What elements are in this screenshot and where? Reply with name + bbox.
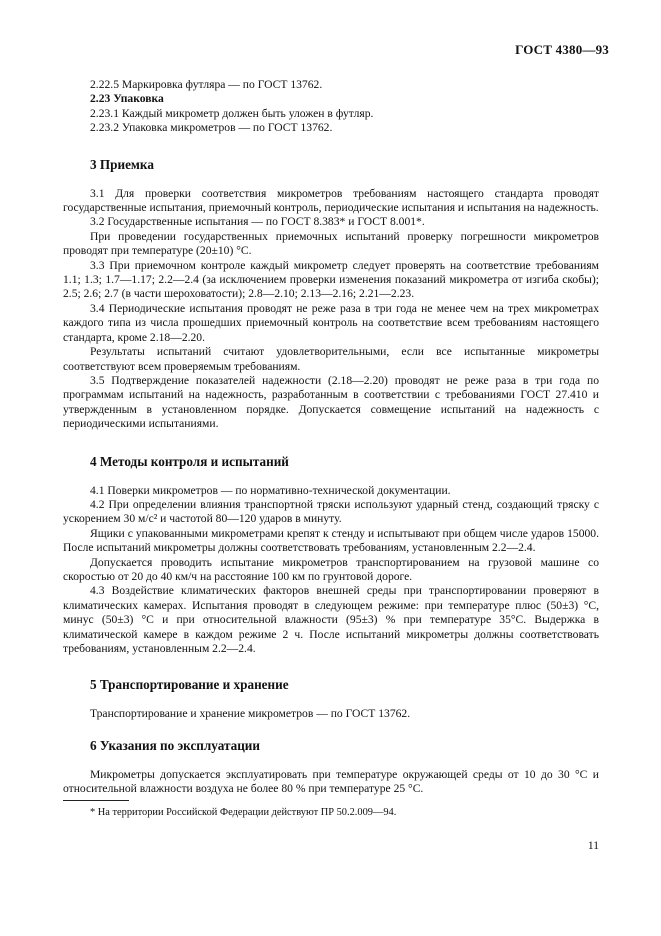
section-5-text: Транспортирование и хранение микрометров — по ГОСТ 13762. (90, 707, 411, 721)
section-4-title: 4 Методы контроля и испытаний (90, 453, 289, 469)
clause-3-3: 3.3 При приемочном контроле каждый микрометр следует проверять на соответствие требованиям 1.1; 1.3; 1.7—1.17; 2.2—2.4 (за исключением проверки изменения показаний микрометра от изгиба скобы); 2.5; 2.6; 2.7 (в части шероховатости); 2.8—2.10; 2.13—2.16; 2.21—2.23. (63, 258, 599, 301)
clause-3-2-continued: При проведении государственных приемочных испытаний проверку погрешности микрометров проводят при температуре (20±10) °С. (63, 229, 599, 258)
footnote-divider (63, 800, 129, 801)
clause-3-2: 3.2 Государственные испытания — по ГОСТ 8.383* и ГОСТ 8.001*. (90, 215, 425, 229)
clause-3-5: 3.5 Подтверждение показателей надежности (2.18—2.20) проводят не реже раза в три года по программам испытаний на надежность, разработанным в соответствии с требованиями ГОСТ 27.410 и утвержденным в установленном порядке. Допускается совмещение испытаний на надежность с периодическими испытаниями. (63, 373, 599, 431)
clause-2-22-5: 2.22.5 Маркировка футляра — по ГОСТ 13762. (90, 78, 323, 91)
clause-2-23-2: 2.23.2 Упаковка микрометров — по ГОСТ 13762. (90, 121, 333, 135)
page-content (63, 78, 599, 797)
clause-3-4-continued: Результаты испытаний считают удовлетворительными, если все испытанные микрометры соответствуют всем проверяемым требованиям. (63, 345, 599, 373)
clause-2-23-heading: 2.23 Упаковка (90, 92, 164, 106)
clause-3-4: 3.4 Периодические испытания проводят не реже раза в три года не менее чем на трех микрометрах каждого типа из числа прошедших приемочный контроль на соответствие всем требованиям настоящего стандарта, кроме 2.18—2.20. (63, 301, 599, 344)
section-3-title: 3 Приемка (90, 156, 154, 172)
standard-code-header: ГОСТ 4380—93 (515, 42, 609, 57)
clause-4-2: 4.2 При определении влияния транспортной тряски используют ударный стенд, создающий тряску с ускорением 30 м/с² и частотой 80—120 ударов в минуту. (63, 497, 599, 526)
clause-4-1: 4.1 Поверки микрометров — по нормативно-технической документации. (90, 483, 451, 497)
clause-4-2-continued: Ящики с упакованными микрометрами крепят к стенду и испытывают при общем числе ударов 15000. После испытаний микрометры должны соответствовать требованиям, установленным 2.2—2.4. (63, 526, 599, 555)
clause-2-23-1: 2.23.1 Каждый микрометр должен быть уложен в футляр. (90, 106, 374, 120)
section-6-text: Микрометры допускается эксплуатировать при температуре окружающей среды от 10 до 30 °С и относительной влажности воздуха не более 80 % при температуре 25 °С. (63, 767, 599, 796)
footnote: * На территории Российской Федерации действуют ПР 50.2.009—94. (90, 807, 397, 818)
clause-4-2-transport: Допускается проводить испытание микрометров транспортированием на грузовой машине со скоростью от 20 до 40 км/ч на расстояние 100 км по грунтовой дороге. (63, 555, 599, 583)
clause-3-1: 3.1 Для проверки соответствия микрометров требованиям настоящего стандарта проводят государственные испытания, приемочный контроль, периодические испытания и испытания на надежность. (63, 186, 599, 215)
section-5-title: 5 Транспортирование и хранение (90, 677, 289, 693)
clause-4-3: 4.3 Воздействие климатических факторов внешней среды при транспортировании проверяют в климатических камерах. Испытания проводят в следующем режиме: при температуре плюс (50±3) °С, минус (50±3) °С и при относительной влажности (95±3) % при температуре 35°С. Выдержка в климатической камере в каждом режиме 2 ч. После испытаний микрометры должны соответствовать требованиям, установленным 2.2—2.4. (63, 584, 599, 655)
section-6-title: 6 Указания по эксплуатации (90, 737, 261, 753)
page-number: 11 (587, 840, 599, 852)
